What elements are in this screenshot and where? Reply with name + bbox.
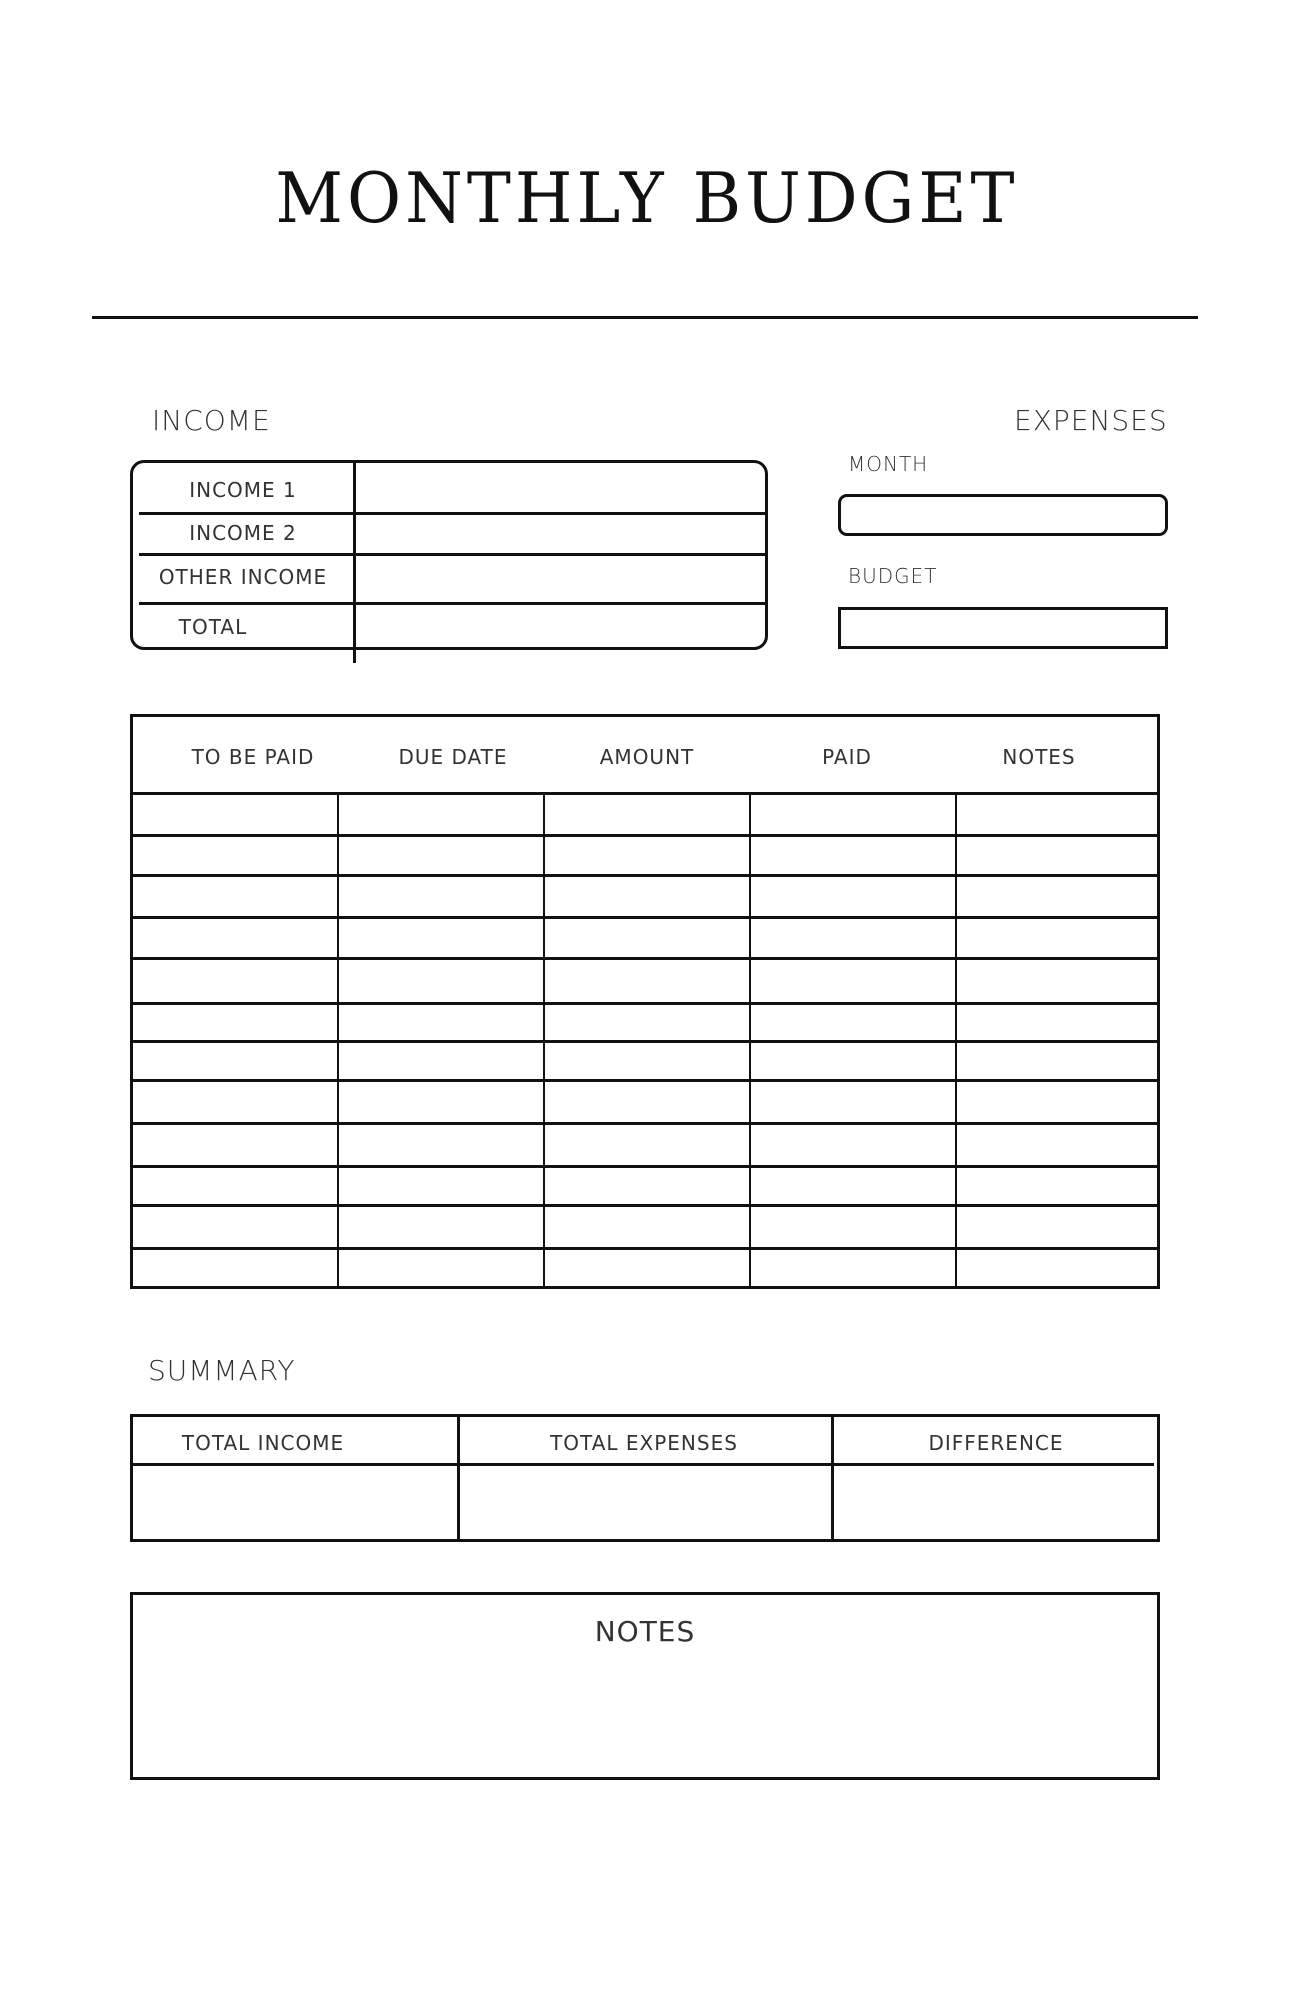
notes-box[interactable] xyxy=(130,1592,1160,1780)
total-expenses-field[interactable] xyxy=(461,1467,829,1539)
income-column-divider xyxy=(353,463,356,663)
expense-column-divider xyxy=(749,793,751,1286)
month-field[interactable] xyxy=(838,494,1168,536)
expense-row-divider xyxy=(133,1247,1157,1250)
expense-table xyxy=(130,714,1160,1289)
income-2-label: INCOME 2 xyxy=(189,521,297,545)
expense-column-divider xyxy=(543,793,545,1286)
column-header-paid: PAID xyxy=(822,745,872,769)
total-income-field[interactable] xyxy=(133,1467,455,1539)
expense-table-header xyxy=(133,717,1157,793)
income-heading: INCOME xyxy=(152,404,271,437)
column-header-to-be-paid: TO BE PAID xyxy=(191,745,315,769)
difference-field[interactable] xyxy=(835,1467,1157,1539)
summary-table xyxy=(130,1414,1160,1542)
notes-title: NOTES xyxy=(594,1615,696,1648)
income-2-field[interactable] xyxy=(357,515,761,552)
summary-heading: SUMMARY xyxy=(148,1354,296,1387)
other-income-label: OTHER INCOME xyxy=(158,565,328,589)
summary-column-divider xyxy=(457,1417,460,1539)
expense-row-divider xyxy=(133,916,1157,919)
expense-row-divider xyxy=(133,1122,1157,1125)
expense-row-divider xyxy=(133,792,1157,795)
page-title: MONTHLY BUDGET xyxy=(275,158,1019,239)
month-label: MONTH xyxy=(848,452,929,476)
title-divider xyxy=(92,316,1198,319)
summary-header-total-income: TOTAL INCOME xyxy=(181,1431,345,1455)
column-header-amount: AMOUNT xyxy=(599,745,695,769)
other-income-field[interactable] xyxy=(357,556,761,601)
summary-column-divider xyxy=(831,1417,834,1539)
expense-row-divider xyxy=(133,957,1157,960)
summary-header-divider xyxy=(130,1463,1154,1466)
expense-row-divider xyxy=(133,1165,1157,1168)
income-total-field[interactable] xyxy=(357,605,761,647)
expense-row-divider xyxy=(133,834,1157,837)
expense-row-divider xyxy=(133,874,1157,877)
expense-row-divider xyxy=(133,1204,1157,1207)
income-table xyxy=(130,460,768,650)
income-1-label: INCOME 1 xyxy=(189,478,297,502)
summary-header-total-expenses: TOTAL EXPENSES xyxy=(550,1431,738,1455)
expense-column-divider xyxy=(955,793,957,1286)
column-header-notes: NOTES xyxy=(1002,745,1076,769)
expense-row-divider xyxy=(133,1040,1157,1043)
summary-header-difference: DIFFERENCE xyxy=(928,1431,1064,1455)
column-header-due-date: DUE DATE xyxy=(398,745,508,769)
expense-column-divider xyxy=(337,793,339,1286)
expenses-heading: EXPENSES xyxy=(1014,404,1168,437)
expense-row-divider xyxy=(133,1002,1157,1005)
income-1-field[interactable] xyxy=(357,463,761,511)
expense-row-divider xyxy=(133,1079,1157,1082)
budget-label: BUDGET xyxy=(848,564,938,588)
income-total-label: TOTAL xyxy=(178,615,248,639)
budget-field[interactable] xyxy=(838,607,1168,649)
